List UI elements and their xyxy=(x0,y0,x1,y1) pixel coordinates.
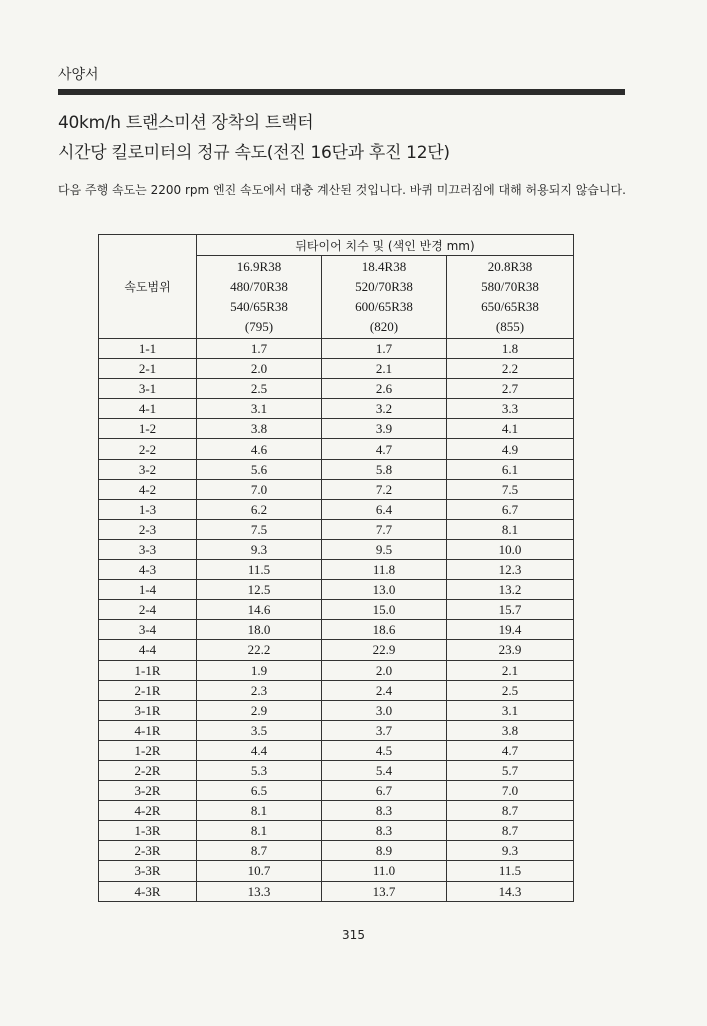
speed-range-header: 속도범위 xyxy=(99,235,197,339)
table-row xyxy=(99,781,574,801)
speed-value-cell: 8.3 xyxy=(322,821,447,841)
speed-value-cell: 8.7 xyxy=(447,801,574,821)
speed-range-cell: 2-1 xyxy=(99,359,197,379)
speed-value-cell: 8.7 xyxy=(447,821,574,841)
speed-range-cell: 2-2 xyxy=(99,439,197,459)
speed-range-cell: 1-1R xyxy=(99,660,197,680)
tire-size: 650/65R38 xyxy=(481,299,539,314)
speed-value-cell: 9.5 xyxy=(322,539,447,559)
speed-range-cell: 4-1 xyxy=(99,399,197,419)
section-label: 사양서 xyxy=(58,67,99,83)
speed-value-cell: 15.0 xyxy=(322,600,447,620)
speed-range-cell: 3-3 xyxy=(99,539,197,559)
speed-range-cell: 1-2R xyxy=(99,740,197,760)
tire-size: 520/70R38 xyxy=(355,279,413,294)
speed-value-cell: 2.3 xyxy=(197,680,322,700)
speed-value-cell: 4.7 xyxy=(447,740,574,760)
speed-value-cell: 5.8 xyxy=(322,459,447,479)
speed-range-cell: 3-4 xyxy=(99,620,197,640)
speed-value-cell: 11.0 xyxy=(322,861,447,881)
intro-paragraph: 다음 주행 속도는 2200 rpm 엔진 속도에서 대충 계산된 것입니다. 바퀴 미끄러짐에 대해 허용되지 않습니다. xyxy=(58,183,626,197)
speed-value-cell: 4.7 xyxy=(322,439,447,459)
table-row xyxy=(99,419,574,439)
speed-value-cell: 2.5 xyxy=(197,379,322,399)
table-row xyxy=(99,439,574,459)
speed-range-cell: 2-2R xyxy=(99,760,197,780)
speed-value-cell: 4.1 xyxy=(447,419,574,439)
speed-value-cell: 7.2 xyxy=(322,479,447,499)
index-radius: (795) xyxy=(244,319,274,334)
tire-size: 18.4R38 xyxy=(361,259,407,274)
table-row xyxy=(99,339,574,359)
speed-value-cell: 6.4 xyxy=(322,499,447,519)
speed-value-cell: 7.0 xyxy=(197,479,322,499)
tire-size: 480/70R38 xyxy=(230,279,288,294)
speed-range-cell: 1-3R xyxy=(99,821,197,841)
table-row xyxy=(99,660,574,680)
table-row xyxy=(99,760,574,780)
speed-value-cell: 3.5 xyxy=(197,720,322,740)
speed-value-cell: 2.1 xyxy=(447,660,574,680)
speed-value-cell: 8.7 xyxy=(197,841,322,861)
speed-range-cell: 2-3 xyxy=(99,519,197,539)
speed-value-cell: 3.0 xyxy=(322,700,447,720)
speed-table xyxy=(98,234,574,902)
speed-range-cell: 3-2R xyxy=(99,781,197,801)
table-row xyxy=(99,740,574,760)
tire-column-header xyxy=(197,256,322,339)
speed-value-cell: 2.9 xyxy=(197,700,322,720)
speed-value-cell: 10.0 xyxy=(447,539,574,559)
speed-range-cell: 3-2 xyxy=(99,459,197,479)
speed-value-cell: 8.1 xyxy=(197,801,322,821)
speed-range-cell: 3-3R xyxy=(99,861,197,881)
speed-range-cell: 4-3 xyxy=(99,560,197,580)
table-row xyxy=(99,539,574,559)
table-row xyxy=(99,620,574,640)
speed-value-cell: 4.9 xyxy=(447,439,574,459)
speed-value-cell: 2.7 xyxy=(447,379,574,399)
speed-range-cell: 3-1R xyxy=(99,700,197,720)
table-row xyxy=(99,519,574,539)
tire-size: 580/70R38 xyxy=(481,279,539,294)
speed-value-cell: 2.5 xyxy=(447,680,574,700)
speed-value-cell: 5.4 xyxy=(322,760,447,780)
table-row xyxy=(99,821,574,841)
speed-value-cell: 14.6 xyxy=(197,600,322,620)
speed-value-cell: 22.9 xyxy=(322,640,447,660)
speed-value-cell: 14.3 xyxy=(447,881,574,901)
speed-value-cell: 2.2 xyxy=(447,359,574,379)
speed-value-cell: 11.5 xyxy=(447,861,574,881)
speed-value-cell: 1.7 xyxy=(322,339,447,359)
speed-value-cell: 13.0 xyxy=(322,580,447,600)
speed-value-cell: 1.7 xyxy=(197,339,322,359)
speed-value-cell: 1.9 xyxy=(197,660,322,680)
speed-value-cell: 3.7 xyxy=(322,720,447,740)
speed-value-cell: 6.7 xyxy=(447,499,574,519)
speed-value-cell: 5.3 xyxy=(197,760,322,780)
speed-value-cell: 12.5 xyxy=(197,580,322,600)
table-row xyxy=(99,359,574,379)
tire-size: 16.9R38 xyxy=(236,259,282,274)
table-row xyxy=(99,680,574,700)
speed-value-cell: 8.1 xyxy=(447,519,574,539)
table-row xyxy=(99,399,574,419)
tire-column-header xyxy=(322,256,447,339)
speed-range-cell: 1-3 xyxy=(99,499,197,519)
speed-range-cell: 4-1R xyxy=(99,720,197,740)
speed-value-cell: 12.3 xyxy=(447,560,574,580)
table-row xyxy=(99,700,574,720)
speed-range-cell: 1-1 xyxy=(99,339,197,359)
speed-value-cell: 2.0 xyxy=(197,359,322,379)
speed-value-cell: 9.3 xyxy=(447,841,574,861)
speed-value-cell: 4.6 xyxy=(197,439,322,459)
speed-value-cell: 3.9 xyxy=(322,419,447,439)
table-row xyxy=(99,640,574,660)
title-line-1: 40km/h 트랜스미션 장착의 트랙터 xyxy=(58,113,314,133)
speed-value-cell: 13.7 xyxy=(322,881,447,901)
speed-value-cell: 10.7 xyxy=(197,861,322,881)
speed-range-cell: 4-3R xyxy=(99,881,197,901)
speed-value-cell: 7.5 xyxy=(447,479,574,499)
speed-value-cell: 5.6 xyxy=(197,459,322,479)
speed-value-cell: 3.1 xyxy=(197,399,322,419)
speed-value-cell: 2.6 xyxy=(322,379,447,399)
speed-value-cell: 1.8 xyxy=(447,339,574,359)
tire-size: 20.8R38 xyxy=(487,259,533,274)
speed-value-cell: 3.8 xyxy=(447,720,574,740)
table-row xyxy=(99,881,574,901)
table-row xyxy=(99,861,574,881)
speed-value-cell: 11.8 xyxy=(322,560,447,580)
table-row xyxy=(99,580,574,600)
speed-value-cell: 22.2 xyxy=(197,640,322,660)
speed-value-cell: 6.1 xyxy=(447,459,574,479)
speed-value-cell: 8.1 xyxy=(197,821,322,841)
title-line-2: 시간당 킬로미터의 정규 속도(전진 16단과 후진 12단) xyxy=(58,143,450,163)
table-row xyxy=(99,841,574,861)
table-row xyxy=(99,801,574,821)
speed-range-cell: 1-2 xyxy=(99,419,197,439)
speed-value-cell: 7.7 xyxy=(322,519,447,539)
speed-range-cell: 2-3R xyxy=(99,841,197,861)
table-row xyxy=(99,499,574,519)
speed-value-cell: 11.5 xyxy=(197,560,322,580)
index-radius: (820) xyxy=(369,319,399,334)
speed-value-cell: 23.9 xyxy=(447,640,574,660)
speed-value-cell: 13.2 xyxy=(447,580,574,600)
speed-value-cell: 13.3 xyxy=(197,881,322,901)
speed-value-cell: 2.0 xyxy=(322,660,447,680)
table-row xyxy=(99,459,574,479)
table-row xyxy=(99,479,574,499)
speed-value-cell: 6.7 xyxy=(322,781,447,801)
speed-value-cell: 7.0 xyxy=(447,781,574,801)
speed-value-cell: 9.3 xyxy=(197,539,322,559)
speed-value-cell: 8.9 xyxy=(322,841,447,861)
speed-value-cell: 6.5 xyxy=(197,781,322,801)
speed-value-cell: 2.1 xyxy=(322,359,447,379)
speed-range-cell: 2-1R xyxy=(99,680,197,700)
speed-value-cell: 19.4 xyxy=(447,620,574,640)
speed-value-cell: 5.7 xyxy=(447,760,574,780)
tire-group-header: 뒤타이어 치수 및 (색인 반경 mm) xyxy=(197,235,574,256)
speed-value-cell: 15.7 xyxy=(447,600,574,620)
speed-range-cell: 2-4 xyxy=(99,600,197,620)
page-number: 315 xyxy=(342,928,365,942)
speed-range-cell: 3-1 xyxy=(99,379,197,399)
header-rule xyxy=(58,89,625,95)
speed-value-cell: 8.3 xyxy=(322,801,447,821)
speed-value-cell: 4.4 xyxy=(197,740,322,760)
speed-range-cell: 4-2R xyxy=(99,801,197,821)
speed-range-cell: 4-2 xyxy=(99,479,197,499)
speed-value-cell: 3.8 xyxy=(197,419,322,439)
table-body xyxy=(99,339,574,902)
table-row xyxy=(99,379,574,399)
speed-value-cell: 2.4 xyxy=(322,680,447,700)
table-row xyxy=(99,560,574,580)
tire-size: 540/65R38 xyxy=(230,299,288,314)
speed-value-cell: 3.2 xyxy=(322,399,447,419)
speed-value-cell: 4.5 xyxy=(322,740,447,760)
speed-value-cell: 3.3 xyxy=(447,399,574,419)
speed-value-cell: 18.6 xyxy=(322,620,447,640)
tire-size: 600/65R38 xyxy=(355,299,413,314)
table-row xyxy=(99,600,574,620)
speed-range-cell: 4-4 xyxy=(99,640,197,660)
table-row xyxy=(99,720,574,740)
index-radius: (855) xyxy=(495,319,525,334)
speed-value-cell: 7.5 xyxy=(197,519,322,539)
speed-value-cell: 6.2 xyxy=(197,499,322,519)
speed-value-cell: 18.0 xyxy=(197,620,322,640)
speed-value-cell: 3.1 xyxy=(447,700,574,720)
speed-range-cell: 1-4 xyxy=(99,580,197,600)
tire-column-header xyxy=(447,256,574,339)
